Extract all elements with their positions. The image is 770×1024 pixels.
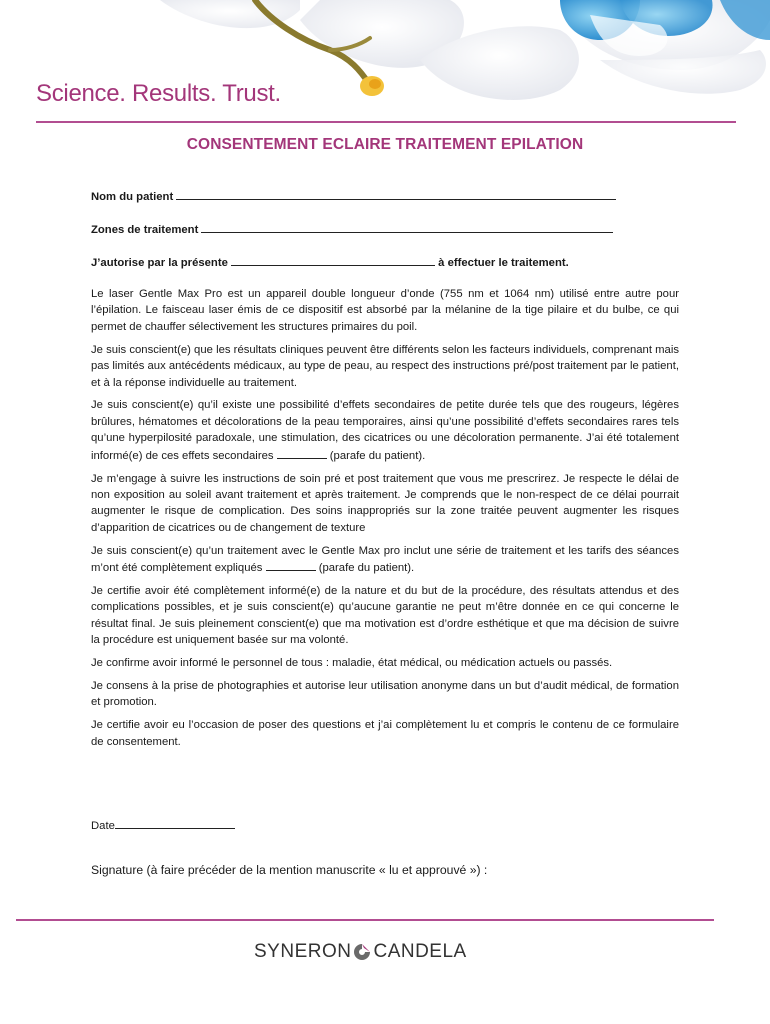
consent-body [91, 286, 679, 757]
treatment-series-text: Je suis conscient(e) qu’un traitement avec le Gentle Max pro inclut une série de traitement et les tarifs des séances m’ont été complètement expliqués [91, 544, 679, 575]
date-input-line[interactable] [115, 817, 235, 829]
syneron-candela-logo [254, 940, 467, 964]
authorize-prefix: J’autorise par la présente [91, 257, 228, 269]
paragraph-medical-disclosure: Je confirme avoir informé le personnel de tous : maladie, état médical, ou médication actuels ou passés. [91, 657, 613, 670]
paragraph-informed-certification: Je certifie avoir été complètement informé(e) de la nature et du but de la procédure, des résultats attendus et des complications possibles, et je suis conscient(e) qu’aucune garantie ne peut m’être donnée en ce qui concerne le résultat final. Je suis pleinement conscient(e) que ma motivation est d’ordre esthétique et que ma décision de suivre la procédure est uniquement basée sur ma volonté. [91, 585, 679, 647]
paragraph-photo-consent: Je consens à la prise de photographies et autorise leur utilisation anonyme dans un but d’audit médical, de formation et promotion. [91, 680, 679, 709]
zones-label: Zones de traitement [91, 224, 199, 236]
authorize-suffix: à effectuer le traitement. [438, 257, 569, 269]
side-effects-text: Je suis conscient(e) qu’il existe une possibilité d’effets secondaires de petite durée tels que des rougeurs, légères brûlures, hématomes et décolorations de la peau temporaires, ainsi qu’une possibilité d’effets secondaires rares tels qu’une hyperpilosité paradoxale, une stimulation, des cicatrices ou une décoloration permanente. J’ai été totalement informé(e) de ces effets secondaires [91, 399, 679, 462]
side-effects-initials-label: (parafe du patient). [329, 449, 426, 462]
zones-input-line[interactable] [201, 221, 613, 233]
paragraph-laser-description: Le laser Gentle Max Pro est un appareil double longueur d’onde (755 nm et 1064 nm) utilisé entre autre pour l’épilation. Le faisceau laser émis de ce dispositif est absorbé par la mélanine de la tige pilaire et du bulbe, ce qui permet de chauffer sélectivement les structures primaires du poil. [91, 288, 679, 333]
authorize-field [91, 254, 569, 269]
logo-emblem-icon [353, 943, 371, 961]
paragraph-side-effects [91, 397, 679, 464]
patient-name-input-line[interactable] [176, 188, 616, 200]
treatment-series-initials-line[interactable] [266, 559, 316, 571]
paragraph-care-instructions: Je m’engage à suivre les instructions de soin pré et post traitement que vous me prescrirez. Je respecte le délai de non exposition au soleil avant traitement et après traitement. Je comprends que le non-respect de ce délai pourrait augmenter le risque de complication. Des soins inappropriés sur la zone traitée peuvent augmenter les risques d’apparition de cicatrices ou de changement de texture [91, 472, 679, 534]
date-label: Date [91, 820, 115, 832]
logo-syneron-text: SYNERON [254, 941, 352, 962]
paragraph-results-variability: Je suis conscient(e) que les résultats cliniques peuvent être différents selon les facteurs individuels, comprenant mais pas limités aux antécédents médicaux, au type de peau, au respect des instructions pré/post traitement par le patient, et à la réponse individuelle au traitement. [91, 343, 679, 389]
page-title: CONSENTEMENT ECLAIRE TRAITEMENT EPILATION [186, 136, 584, 153]
patient-name-field [91, 188, 616, 203]
zones-field [91, 221, 613, 236]
header-divider [36, 121, 736, 123]
paragraph-treatment-series [91, 543, 679, 577]
brand-tagline: Science. Results. Trust. [36, 80, 281, 107]
treatment-series-initials-label: (parafe du patient). [318, 562, 415, 575]
practitioner-input-line[interactable] [231, 254, 435, 266]
signature-label: Signature (à faire précéder de la mention manuscrite « lu et approuvé ») : [91, 863, 488, 877]
paragraph-questions-certification: Je certifie avoir eu l’occasion de poser des questions et j’ai complètement lu et compris le contenu de ce formulaire de consentement. [91, 719, 679, 748]
date-field [91, 817, 235, 832]
patient-name-label: Nom du patient [91, 191, 174, 203]
side-effects-initials-line[interactable] [277, 447, 327, 459]
footer-divider [16, 919, 714, 921]
logo-candela-text: CANDELA [373, 941, 467, 962]
